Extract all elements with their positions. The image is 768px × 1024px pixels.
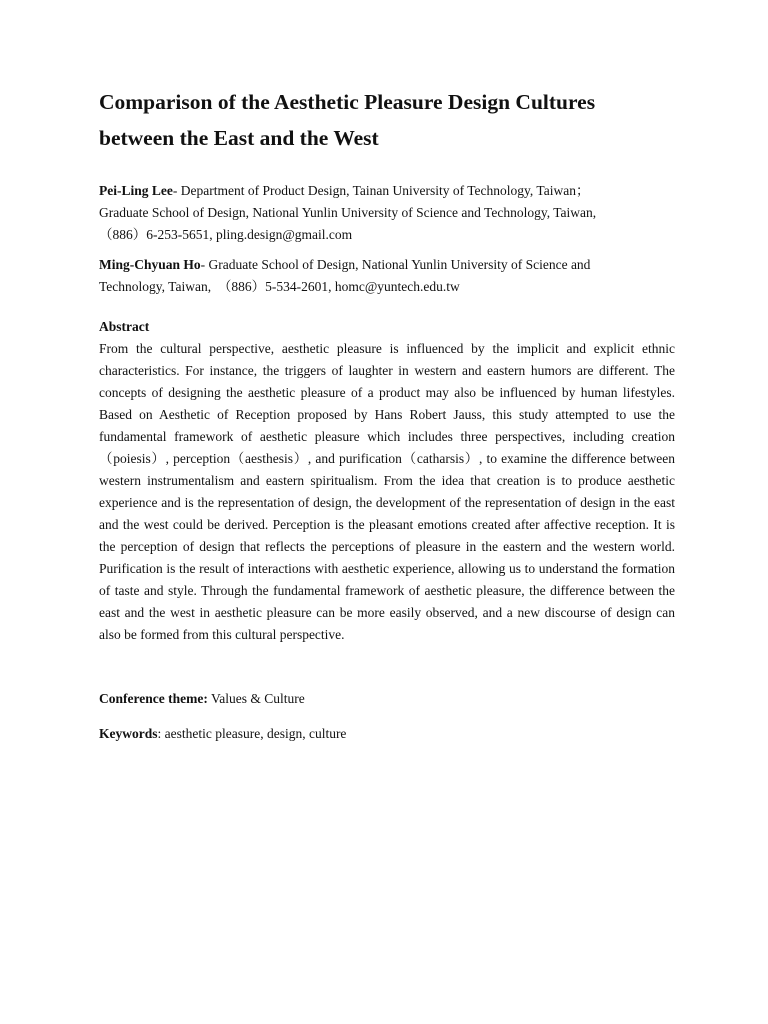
author-list bbox=[99, 180, 675, 298]
author-contact: （886）6-253-5651, pling.design@gmail.com bbox=[99, 227, 353, 242]
author-contact: Technology, Taiwan, （886）5-534-2601, homc@yuntech.edu.tw bbox=[99, 279, 460, 294]
conference-theme bbox=[99, 688, 675, 710]
abstract-text: From the cultural perspective, aesthetic pleasure is influenced by the implicit and explicit ethnic characteristics. For instance, the triggers of laughter in western and eastern humors are different. The concepts of designing the aesthetic pleasure of a product may also be influenced by human lifestyles. Based on Aesthetic of Reception proposed by Hans Robert Jauss, this study attempted to use the fundamental framework of aesthetic pleasure which includes three perspectives, including creation（poiesis）, perception（aesthesis）, and purification（catharsis）, to examine the difference between western instrumentalism and eastern spiritualism. From the idea that creation is to produce aesthetic experience and is the representation of design, the development of the representation of design in the east and the west could be derived. Perception is the pleasant emotions created after affective reception. It is the perception of design that reflects the perceptions of pleasure in the eastern and the western world. Purification is the result of interactions with aesthetic experience, allowing us to understand the formation of taste and style. Through the fundamental framework of aesthetic pleasure, the difference between the east and the west in aesthetic pleasure can be more easily observed, and a new discourse of design can also be formed from this cultural perspective. bbox=[99, 341, 675, 642]
author-affiliation: - Department of Product Design, Tainan University of Technology, Taiwan； bbox=[172, 183, 590, 198]
author-affiliation: Graduate School of Design, National Yunlin University of Science and Technology, Taiwan, bbox=[99, 205, 597, 220]
author-entry bbox=[99, 254, 675, 298]
paper-page bbox=[99, 84, 675, 745]
keywords-value: : aesthetic pleasure, design, culture bbox=[157, 726, 347, 741]
conference-theme-value: Values & Culture bbox=[207, 691, 305, 706]
title-line-2: between the East and the West bbox=[99, 126, 379, 150]
conference-theme-label: Conference theme: bbox=[99, 691, 208, 706]
author-name: Pei-Ling Lee bbox=[99, 183, 173, 198]
title-line-1: Comparison of the Aesthetic Pleasure Design Cultures bbox=[99, 90, 596, 114]
keywords-label: Keywords bbox=[99, 726, 158, 741]
author-entry bbox=[99, 180, 675, 246]
author-affiliation: - Graduate School of Design, National Yunlin University of Science and bbox=[200, 257, 591, 272]
author-name: Ming-Chyuan Ho bbox=[99, 257, 201, 272]
paper-title bbox=[99, 84, 675, 156]
keywords bbox=[99, 723, 675, 745]
abstract-heading: Abstract bbox=[99, 319, 150, 334]
